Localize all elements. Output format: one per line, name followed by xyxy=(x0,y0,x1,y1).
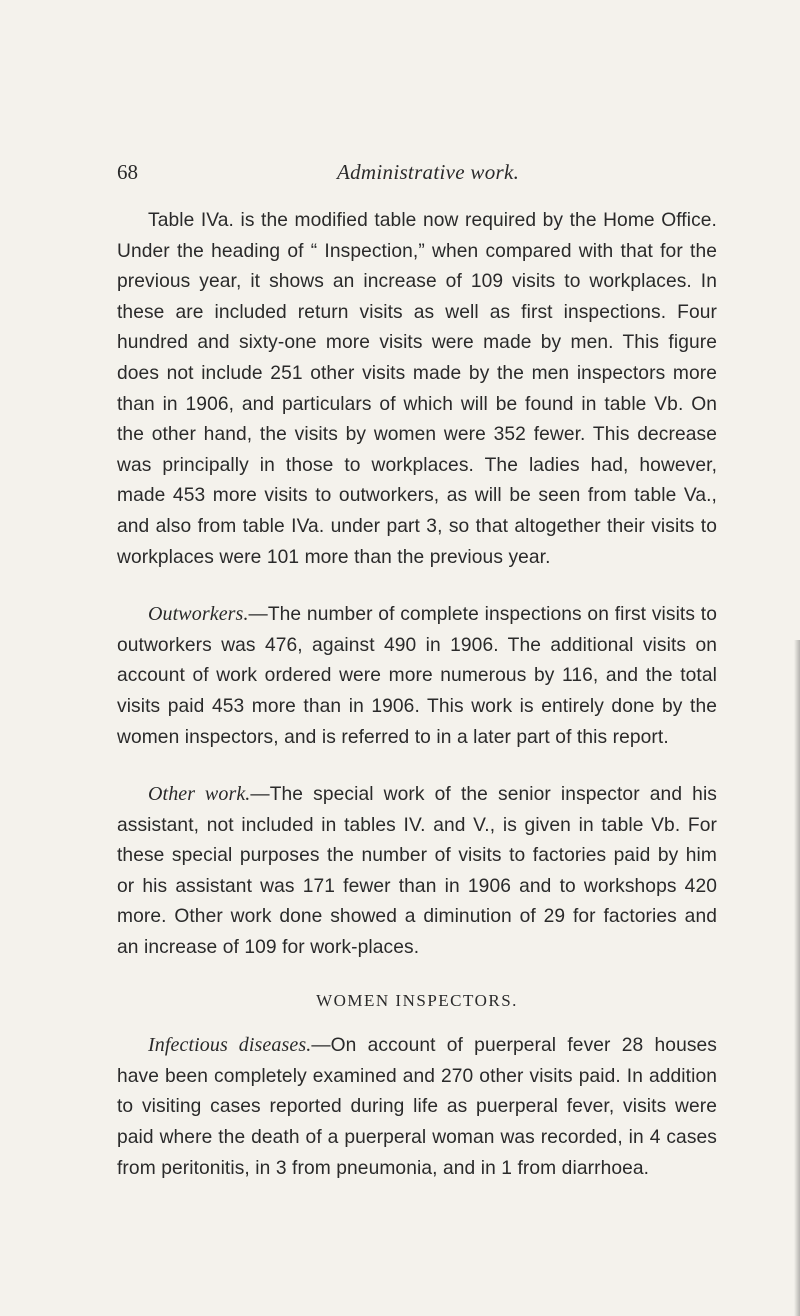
paragraph-infectious-diseases xyxy=(117,1030,717,1184)
page-edge-shadow xyxy=(794,640,800,1316)
running-head: Administrative work. xyxy=(337,160,520,184)
section-heading-women-inspectors: WOMEN INSPECTORS. xyxy=(316,990,518,1010)
paragraph-table-iva: Table IVa. is the modified table now required by the Home Office. Under the heading of “ Inspection,” when compared with that for the previous year, it shows an increase of 109 visits to workplaces. In these are included return visits as well as first inspections. Four hundred and sixty-one more visits were made by men. This figure does not include 251 other visits made by the men inspectors more than in 1906, and particulars of which will be found in table Vb. On the other hand, the visits by women were 352 fewer. This decrease was principally in those to workplaces. The ladies had, however, made 453 more visits to outworkers, as will be seen from table Va., and also from table IVa. under part 3, so that altogether their visits to workplaces were 101 more than the previous year. xyxy=(117,210,717,568)
paragraph-outworkers xyxy=(117,599,717,753)
runin-heading-infectious-diseases: Infectious diseases. xyxy=(148,1034,312,1057)
paragraph-outworkers-text: —The number of complete inspections on first visits to outworkers was 476, against 490 in 1906. The additional visits on account of work ordered were more numerous by 116, and the total visits paid 453 more than in 1906. This work is entirely done by the women inspectors, and is referred to in a later part of this report. xyxy=(117,604,717,748)
runin-heading-outworkers: Outworkers. xyxy=(148,603,249,626)
paragraph-other-work xyxy=(117,779,717,964)
runin-heading-other-work: Other work. xyxy=(148,783,251,806)
page-number: 68 xyxy=(117,160,138,184)
paragraph-infectious-diseases-text: —On account of puerperal fever 28 houses have been completely examined and 270 other visits paid. In addition to visiting cases reported during life as puerperal fever, visits were paid where the death of a puerperal woman was recorded, in 4 cases from peritonitis, in 3 from pneumonia, and in 1 from diarrhoea. xyxy=(117,1035,717,1179)
page-header xyxy=(117,160,717,190)
paragraph-other-work-text: —The special work of the senior inspector and his assistant, not included in tables IV. and V., is given in table Vb. For these special purposes the number of visits to factories paid by him or his assistant was 171 fewer than in 1906 and to workshops 420 more. Other work done showed a diminution of 29 for factories and an increase of 109 for work-places. xyxy=(117,784,717,959)
body-text xyxy=(117,206,717,1184)
